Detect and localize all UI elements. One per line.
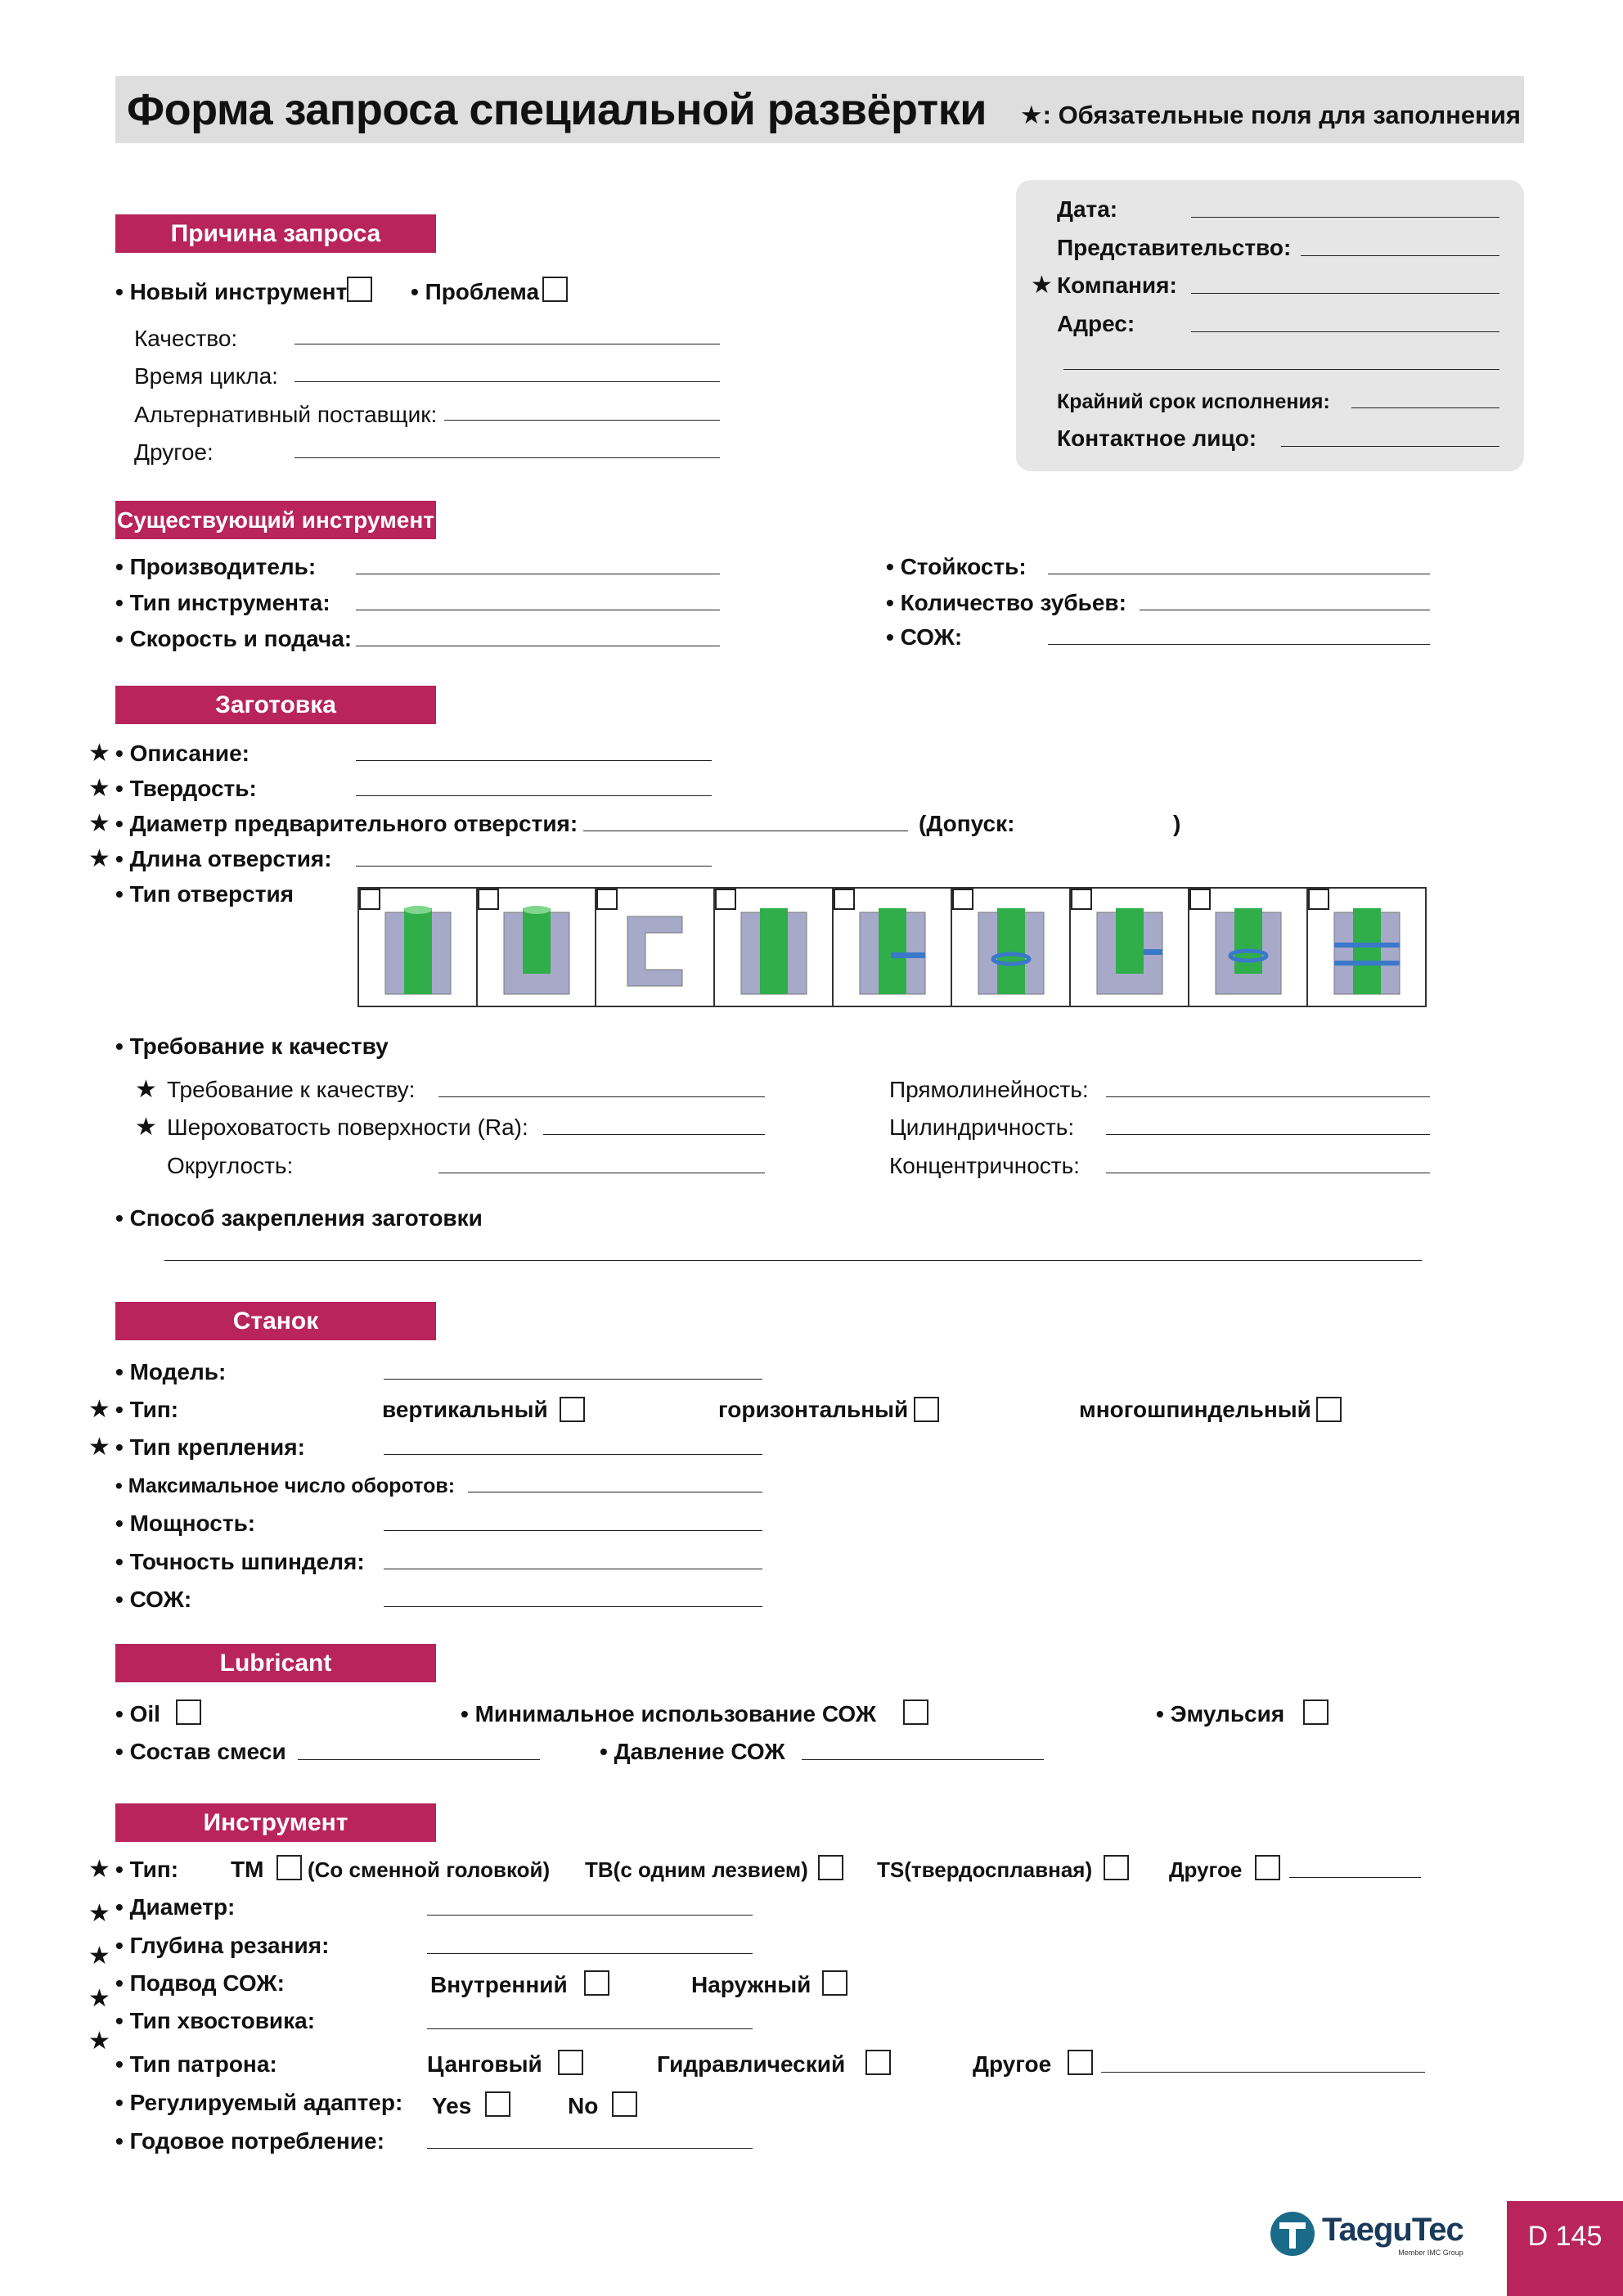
- required-star-icon: ★: [88, 1434, 110, 1461]
- office-field[interactable]: [1301, 255, 1499, 256]
- address-label: Адрес:: [1057, 311, 1135, 336]
- multispindle-checkbox[interactable]: [1316, 1397, 1342, 1422]
- external-label: Наружный: [691, 1972, 812, 1997]
- machine-coolant-label: • СОЖ:: [115, 1587, 192, 1612]
- spindle-accuracy-label: • Точность шпинделя:: [115, 1549, 365, 1574]
- no-label: No: [568, 2093, 599, 2118]
- date-label: Дата:: [1057, 196, 1118, 222]
- speed-feed-label: • Скорость и подача:: [115, 626, 353, 651]
- diameter-label: • Диаметр:: [115, 1894, 236, 1920]
- required-star-icon: ★: [88, 1396, 110, 1423]
- required-star-icon: ★: [88, 2028, 110, 2055]
- coolant-label: • СОЖ:: [886, 624, 963, 650]
- address-field[interactable]: [1191, 331, 1499, 332]
- tolerance-close: ): [1173, 811, 1181, 836]
- collet-label: Цанговый: [427, 2051, 542, 2077]
- other-field[interactable]: [294, 457, 720, 458]
- tm-desc-label: (Со сменной головкой): [308, 1857, 551, 1882]
- vertical-checkbox[interactable]: [560, 1397, 585, 1422]
- description-label: • Описание:: [115, 741, 250, 766]
- section-header-lubricant: Lubricant: [115, 1644, 436, 1682]
- required-star-icon: ★: [88, 810, 110, 837]
- alt-supplier-label: Альтернативный поставщик:: [134, 402, 438, 427]
- hardness-label: • Твердость:: [115, 776, 257, 801]
- blind-hole-icon: [486, 900, 586, 998]
- required-star-icon: ★: [88, 845, 110, 872]
- clamp-type-label: • Тип крепления:: [115, 1434, 305, 1460]
- brand-sub: Member IMC Group: [1398, 2248, 1463, 2257]
- groove-hole-icon: [960, 900, 1060, 998]
- required-star-icon: ★: [88, 1943, 110, 1970]
- chuck-other-label: Другое: [973, 2051, 1052, 2077]
- required-star-icon: ★: [135, 1076, 157, 1103]
- other-label: Другое:: [134, 439, 214, 465]
- coolant-field[interactable]: [1048, 644, 1430, 645]
- date-field[interactable]: [1191, 217, 1499, 218]
- straightness-label: Прямолинейность:: [889, 1077, 1089, 1102]
- problem-checkbox[interactable]: [542, 277, 568, 302]
- cross-hole-icon: [842, 900, 942, 998]
- adapter-label: • Регулируемый адаптер:: [115, 2090, 403, 2115]
- tool-other-field[interactable]: [1289, 1877, 1421, 1878]
- pressure-label: • Давление СОЖ: [600, 1739, 785, 1764]
- hole-option[interactable]: [1308, 889, 1425, 1006]
- page-number: D 145: [1507, 2201, 1623, 2296]
- tool-other-checkbox[interactable]: [1255, 1855, 1280, 1880]
- hole-length-label: • Длина отверстия:: [115, 846, 332, 871]
- mix-label: • Состав смеси: [115, 1739, 286, 1764]
- tolerance-label: (Допуск:: [919, 811, 1015, 836]
- new-tool-checkbox[interactable]: [347, 277, 372, 302]
- required-note: ★: Обязательные поля для заполнения: [1019, 101, 1521, 129]
- teeth-label: • Количество зубьев:: [886, 590, 1126, 615]
- deadline-field[interactable]: [1351, 407, 1499, 408]
- taegutec-logo-icon: [1268, 2209, 1317, 2258]
- hole-option[interactable]: [952, 889, 1071, 1006]
- pre-diameter-label: • Диаметр предварительного отверстия:: [115, 811, 578, 836]
- clamping-label: • Способ закрепления заготовки: [115, 1205, 483, 1231]
- external-checkbox[interactable]: [822, 1970, 847, 1996]
- cylindricity-label: Цилиндричность:: [889, 1114, 1075, 1140]
- tool-life-label: • Стойкость:: [886, 554, 1027, 579]
- address-field-2[interactable]: [1063, 369, 1499, 370]
- deadline-label: Крайний срок исполнения:: [1057, 390, 1330, 413]
- ts-checkbox[interactable]: [1104, 1855, 1129, 1880]
- tb-checkbox[interactable]: [818, 1855, 843, 1880]
- cycle-label: Время цикла:: [134, 363, 278, 389]
- no-checkbox[interactable]: [612, 2091, 637, 2117]
- ts-label: TS(твердосплавная): [877, 1857, 1093, 1882]
- hole-option[interactable]: [1189, 889, 1308, 1006]
- vertical-label: вертикальный: [382, 1397, 548, 1422]
- hydraulic-checkbox[interactable]: [865, 2050, 891, 2075]
- tm-label: TM: [231, 1857, 264, 1882]
- section-header-existing: Существующий инструмент: [115, 501, 436, 539]
- shank-label: • Тип хвостовика:: [115, 2008, 316, 2033]
- collet-checkbox[interactable]: [558, 2050, 583, 2075]
- contact-label: Контактное лицо:: [1057, 425, 1257, 451]
- blind-groove-hole-icon: [1198, 900, 1297, 998]
- machine-coolant-field[interactable]: [384, 1606, 762, 1607]
- required-star-icon: ★: [88, 740, 110, 767]
- depth-field[interactable]: [427, 1953, 753, 1954]
- diameter-field[interactable]: [427, 1915, 753, 1916]
- quality-req-label: • Требование к качеству: [115, 1033, 389, 1059]
- manufacturer-label: • Производитель:: [115, 554, 317, 579]
- company-field[interactable]: [1191, 293, 1499, 294]
- model-label: • Модель:: [115, 1359, 227, 1384]
- office-label: Представительство:: [1057, 235, 1292, 260]
- required-star-icon: ★: [135, 1114, 157, 1141]
- quality-label: Качество:: [134, 326, 238, 351]
- roughness-field[interactable]: [543, 1134, 765, 1135]
- quality-req-field-label: Требование к качеству:: [167, 1077, 416, 1102]
- chuck-label: • Тип патрона:: [115, 2051, 277, 2077]
- mql-label: • Минимальное использование СОЖ: [461, 1701, 877, 1727]
- title-bar: [115, 76, 1524, 143]
- required-star-icon: ★: [88, 1856, 110, 1883]
- tool-type-label: • Тип:: [115, 1857, 179, 1882]
- clamp-type-field[interactable]: [384, 1454, 762, 1455]
- through-hole-icon: [723, 900, 823, 998]
- concentricity-label: Концентричность:: [889, 1153, 1080, 1178]
- section-header-reason: Причина запроса: [115, 214, 436, 253]
- problem-label: • Проблема: [411, 279, 540, 304]
- blind-cross-hole-icon: [1079, 900, 1179, 998]
- annual-field[interactable]: [427, 2148, 753, 2149]
- roughness-label: Шероховатость поверхности (Ra):: [167, 1114, 528, 1140]
- required-star-icon: ★: [88, 1985, 110, 2012]
- horizontal-checkbox[interactable]: [914, 1397, 939, 1422]
- tool-other-label: Другое: [1169, 1857, 1243, 1882]
- max-rpm-label: • Максимальное число оборотов:: [115, 1474, 456, 1497]
- oil-label: • Oil: [115, 1701, 160, 1727]
- required-star-icon: ★: [88, 775, 110, 802]
- cylindricity-field[interactable]: [1106, 1134, 1430, 1135]
- tb-label: TB(с одним лезвием): [585, 1857, 808, 1882]
- section-header-tool: Инструмент: [115, 1803, 436, 1842]
- emulsion-label: • Эмульсия: [1156, 1701, 1285, 1727]
- horizontal-label: горизонтальный: [718, 1397, 909, 1422]
- shank-field[interactable]: [427, 2028, 753, 2029]
- cycle-field[interactable]: [294, 381, 720, 382]
- power-field[interactable]: [384, 1530, 762, 1531]
- internal-checkbox[interactable]: [584, 1970, 609, 1996]
- hole-type-selector: [357, 887, 1427, 1007]
- new-tool-label: • Новый инструмент: [115, 279, 348, 304]
- contact-field[interactable]: [1281, 446, 1499, 447]
- page-title: Форма запроса специальной развёртки: [127, 85, 987, 134]
- pressure-field[interactable]: [802, 1759, 1044, 1760]
- quality-req-field[interactable]: [438, 1096, 765, 1097]
- hole-option[interactable]: [596, 889, 715, 1006]
- multispindle-label: многошпиндельный: [1079, 1397, 1311, 1422]
- description-field[interactable]: [356, 760, 712, 761]
- section-header-workpiece: Заготовка: [115, 686, 436, 724]
- depth-label: • Глубина резания:: [115, 1933, 330, 1958]
- alt-supplier-field[interactable]: [444, 420, 720, 421]
- coolant-supply-label: • Подвод СОЖ:: [115, 1970, 285, 1996]
- yes-label: Yes: [432, 2093, 472, 2118]
- brand-name: TaeguTec: [1322, 2211, 1463, 2248]
- annual-label: • Годовое потребление:: [115, 2128, 384, 2154]
- interrupted-hole-icon: [605, 900, 704, 998]
- required-star-icon: ★: [1031, 272, 1053, 299]
- hydraulic-label: Гидравлический: [657, 2051, 846, 2077]
- mix-field[interactable]: [298, 1759, 540, 1760]
- double-cross-hole-icon: [1316, 900, 1416, 998]
- mql-checkbox[interactable]: [903, 1699, 928, 1725]
- clamping-field[interactable]: [164, 1260, 1422, 1261]
- chuck-other-checkbox[interactable]: [1068, 2050, 1093, 2075]
- hole-length-field[interactable]: [356, 866, 712, 867]
- tool-type-label: • Тип инструмента:: [115, 590, 330, 615]
- tm-checkbox[interactable]: [276, 1855, 302, 1880]
- company-label: Компания:: [1057, 272, 1177, 298]
- hole-option[interactable]: [834, 889, 952, 1006]
- hole-option[interactable]: [1071, 889, 1189, 1006]
- brand-logo: [1268, 2209, 1463, 2258]
- internal-label: Внутренний: [430, 1972, 568, 1997]
- chuck-other-field[interactable]: [1101, 2072, 1425, 2073]
- required-star-icon: ★: [88, 1900, 110, 1927]
- through-hole-icon: [367, 900, 467, 998]
- power-label: • Мощность:: [115, 1510, 256, 1536]
- model-field[interactable]: [384, 1379, 762, 1380]
- machine-type-label: • Тип:: [115, 1397, 179, 1422]
- hole-option[interactable]: [715, 889, 834, 1006]
- hole-type-label: • Тип отверстия: [115, 881, 294, 907]
- straightness-field[interactable]: [1106, 1096, 1430, 1097]
- oil-checkbox[interactable]: [176, 1699, 201, 1725]
- section-header-machine: Станок: [115, 1302, 436, 1340]
- hole-option[interactable]: [478, 889, 596, 1006]
- emulsion-checkbox[interactable]: [1303, 1699, 1329, 1725]
- yes-checkbox[interactable]: [485, 2091, 510, 2117]
- hardness-field[interactable]: [356, 795, 712, 796]
- roundness-label: Округлость:: [167, 1153, 294, 1178]
- hole-option[interactable]: [359, 889, 478, 1006]
